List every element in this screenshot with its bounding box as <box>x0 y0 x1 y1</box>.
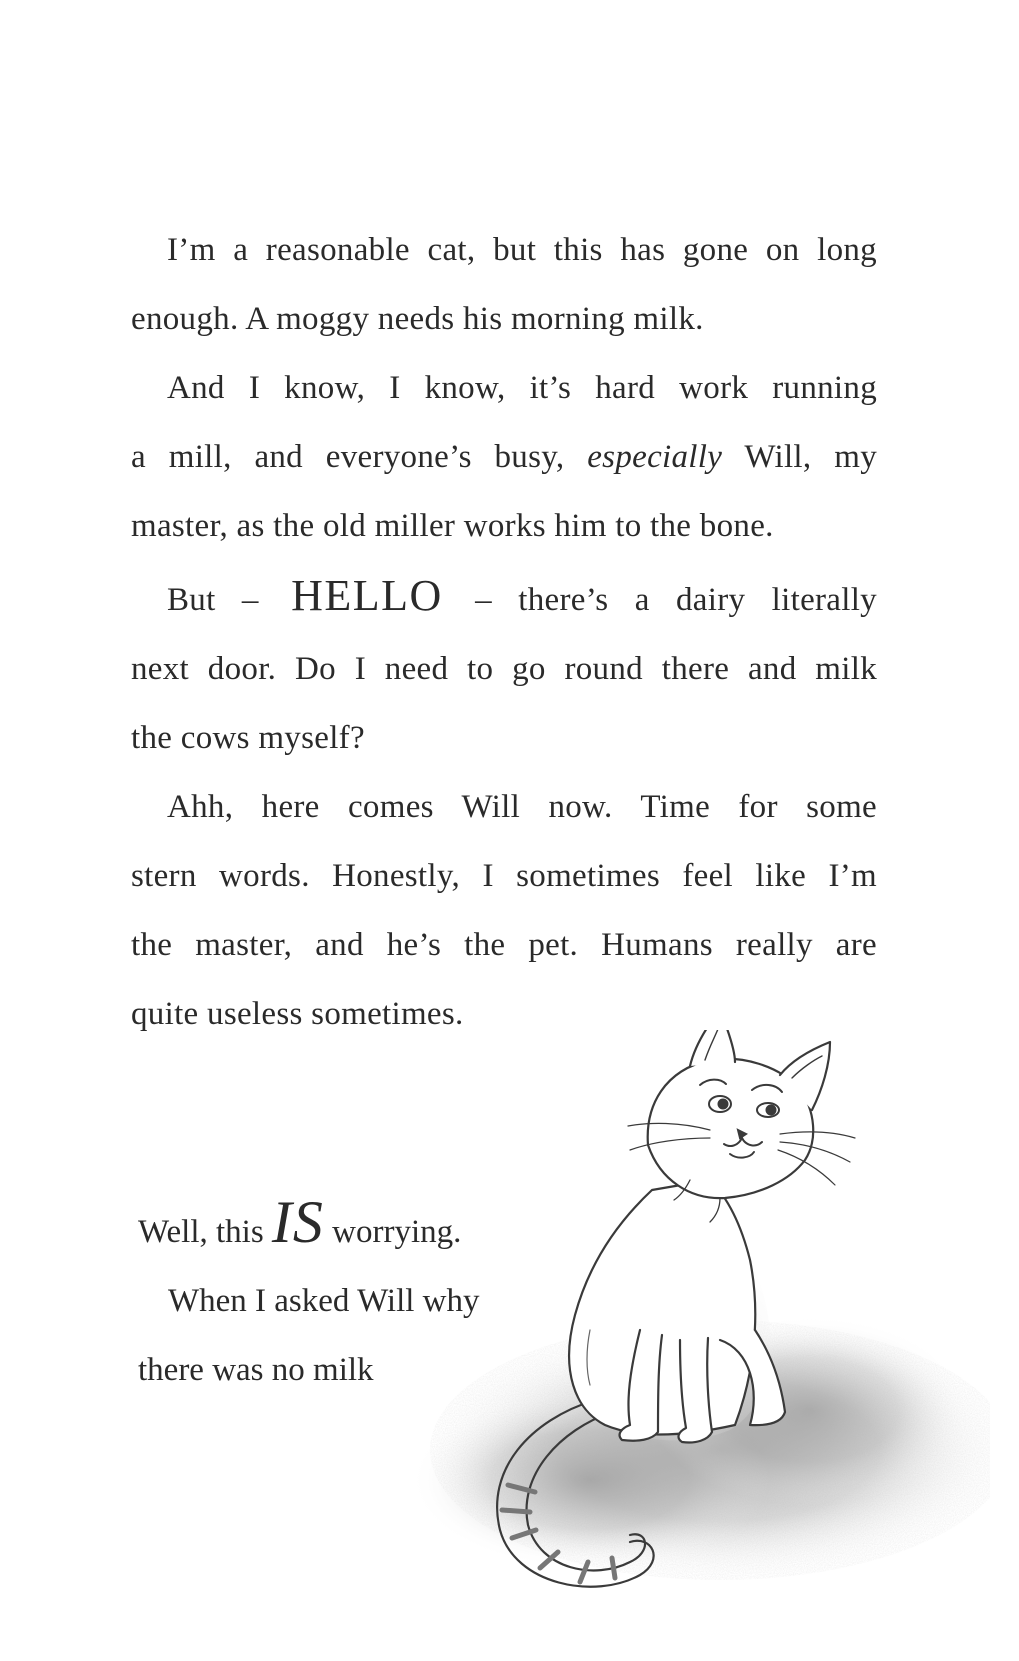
cat-head <box>648 1030 830 1198</box>
paragraph-1-line-1: I’m a reasonable cat, but this has gone on long <box>167 232 877 268</box>
is-emphasis: IS <box>271 1189 324 1255</box>
paragraph-3-line-3: the cows myself? <box>131 720 365 756</box>
text-segment: a mill, and everyone’s busy, <box>131 439 588 475</box>
paragraph-3-line-1 <box>131 561 877 635</box>
hello-shout: HELLO <box>291 571 443 620</box>
paragraph-4-line-1: Ahh, here comes Will now. Time for some <box>167 789 877 825</box>
paragraph-3-line-2: next door. Do I need to go round there and milk <box>131 651 877 687</box>
text-segment: Well, this <box>138 1214 272 1250</box>
paragraph-4-line-2: stern words. Honestly, I sometimes feel like I’m <box>131 858 877 894</box>
text-segment: But – <box>167 582 259 618</box>
paragraph-2-line-1: And I know, I know, it’s hard work running <box>167 370 877 406</box>
paragraph-4-line-4: quite useless sometimes. <box>131 996 464 1032</box>
text-segment: worrying. <box>323 1214 462 1250</box>
paragraph-6-line-2: there was no milk <box>138 1352 374 1388</box>
paragraph-1-line-2: enough. A moggy needs his morning milk. <box>131 301 704 337</box>
cat-illustration <box>390 1030 990 1650</box>
paragraph-6-line-1: When I asked Will why <box>168 1283 480 1319</box>
emphasis-text: especially <box>587 439 723 475</box>
text-segment: Will, my <box>722 439 877 475</box>
text-segment: – there’s a dairy literally <box>475 582 877 618</box>
main-text <box>131 216 877 1049</box>
paragraph-4-line-3: the master, and he’s the pet. Humans really are <box>131 927 877 963</box>
paragraph-2-line-3: master, as the old miller works him to the bone. <box>131 508 774 544</box>
paragraph-2-line-2 <box>131 423 877 492</box>
